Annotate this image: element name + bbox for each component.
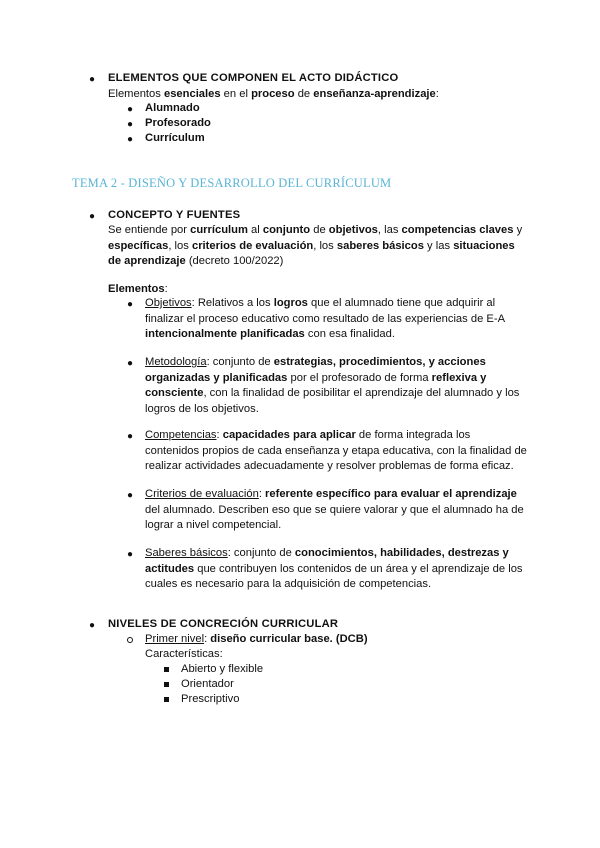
elemento-objetivos [145, 296, 525, 343]
text-run: : conjunto de [227, 547, 295, 559]
bold-text: específicas [108, 239, 169, 252]
bullet-icon: ● [127, 358, 134, 369]
section-heading-elementos: ELEMENTOS QUE COMPONEN EL ACTO DIDÁCTICO [108, 72, 399, 84]
text-run: y [513, 224, 523, 236]
elemento-metodologia [145, 355, 525, 417]
text-run: de forma integrada los contenidos propios de cada enseñanza y etapa educativa, con la finalidad de realizar actividades adecuadamente y resolver problemas de forma eficaz. [145, 429, 527, 472]
text-run: , con la finalidad de posibilitar el aprendizaje del alumnado y los logros de los objetivos. [145, 387, 520, 415]
text-run: que contribuyen los contenidos de un área y el aprendizaje de los cuales es necesario para la adquisición de competencias. [145, 562, 523, 590]
bold-text: conocimientos, habilidades, destrezas y actitudes [145, 547, 509, 575]
text-run: de [294, 88, 314, 100]
bold-text: currículum [190, 224, 248, 236]
text-run: Elementos [108, 88, 164, 100]
text-run: con esa finalidad. [304, 328, 395, 340]
square-bullet-icon [164, 682, 169, 687]
tema-heading: TEMA 2 - DISEÑO Y DESARROLLO DEL CURRÍCULUM [72, 176, 392, 190]
bullet-icon: ● [89, 74, 96, 85]
bullet-icon: ● [127, 299, 134, 310]
section-heading-niveles: NIVELES DE CONCRECIÓN CURRICULAR [108, 618, 339, 630]
elemento-term: Objetivos [145, 297, 192, 309]
bullet-icon: ● [127, 431, 134, 442]
caracteristicas-label: Características: [145, 648, 223, 660]
text-run: : [435, 88, 439, 100]
bold-text: proceso [251, 88, 295, 100]
bold-text: intencionalmente planificadas [145, 328, 305, 340]
bold-text: capacidades para aplicar [222, 429, 356, 441]
list-item-alumnado: Alumnado [145, 102, 200, 114]
bold-text: saberes básicos [336, 239, 424, 252]
square-bullet-icon [164, 667, 169, 672]
bold-text: esenciales [163, 88, 221, 100]
text-run: , los [313, 239, 337, 252]
bold-text: referente específico para evaluar el aprendizaje [265, 488, 517, 500]
text-run: al [247, 224, 263, 236]
text-run: (decreto 100/2022) [185, 255, 284, 267]
caracteristica-item: Orientador [181, 678, 234, 690]
elementos-label: Elementos: [108, 283, 168, 295]
list-item-curriculum: Currículum [145, 132, 205, 144]
caracteristica-item: Prescriptivo [181, 693, 240, 705]
text-run: que el alumnado tiene que adquirir al finalizar el proceso educativo como resultado de las experiencias de E-A [145, 297, 505, 325]
square-bullet-icon [164, 697, 169, 702]
text-run: : conjunto de [206, 356, 274, 368]
elemento-competencias [145, 428, 527, 475]
bold-text: logros [273, 297, 308, 309]
bold-text: estrategias, procedimientos, y acciones organizadas y planificadas [145, 356, 486, 384]
text-run: , los [168, 239, 192, 252]
bold-text: enseñanza-aprendizaje [313, 88, 436, 100]
elemento-term: Metodología [145, 356, 207, 368]
caracteristica-item: Abierto y flexible [181, 663, 264, 675]
text-run: , las [377, 224, 402, 236]
hollow-bullet-icon [127, 637, 133, 643]
bold-text: competencias claves [401, 224, 514, 236]
bullet-icon: ● [89, 620, 96, 631]
bullet-icon: ● [127, 134, 134, 145]
text-run: del alumnado. Describen eso que se quiere valorar y que el alumnado ha de lograr a nivel competencial. [145, 503, 524, 531]
sec2-paragraph [108, 223, 528, 270]
text-run: : [258, 488, 266, 500]
text-run: de [310, 224, 329, 236]
bullet-icon: ● [127, 104, 134, 115]
bold-text: situaciones de aprendizaje [108, 239, 515, 267]
text-run: : Relativos a los [191, 297, 274, 309]
elemento-term: Competencias [145, 429, 217, 441]
bold-text: reflexiva y consciente [145, 371, 487, 399]
section-heading-concepto: CONCEPTO Y FUENTES [108, 209, 241, 221]
elemento-saberes [145, 546, 523, 593]
text-run: : [216, 429, 223, 441]
text-run: y las [423, 239, 454, 252]
elemento-term: Saberes básicos [145, 547, 228, 559]
list-item-profesorado: Profesorado [145, 117, 211, 129]
bullet-icon: ● [127, 490, 134, 501]
elemento-criterios [145, 487, 525, 534]
text-run: por el profesorado de forma [287, 371, 432, 384]
bold-text: conjunto [262, 224, 311, 236]
bold-text: criterios de evaluación [191, 239, 314, 252]
text-run: Se entiende por [108, 224, 191, 236]
bullet-icon: ● [89, 211, 96, 222]
bullet-icon: ● [127, 119, 134, 130]
primer-nivel: Primer nivel: diseño curricular base. (DCB) [145, 633, 368, 645]
bold-text: objetivos [328, 224, 378, 236]
bullet-icon: ● [127, 549, 134, 560]
elemento-term: Criterios de evaluación [145, 488, 259, 500]
text-run: en el [220, 88, 252, 100]
